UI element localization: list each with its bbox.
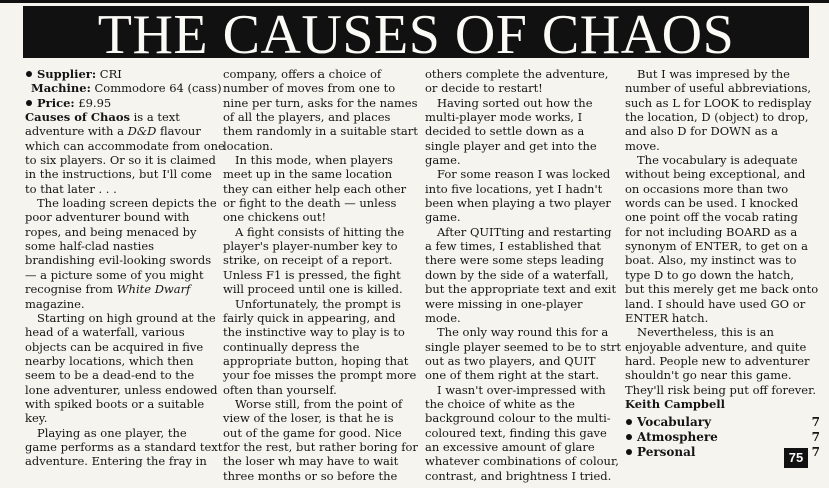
machine-value: Commodore 64 (cass): [94, 81, 222, 96]
text-line: one chickens out!: [223, 210, 327, 225]
rating-value: 7: [811, 429, 820, 444]
bullet-icon: [626, 419, 632, 425]
text-line: three months or so before the: [223, 468, 398, 483]
text-line: them randomly in a suitable start: [223, 124, 418, 139]
text-line: into five locations, yet I hadn't: [425, 181, 603, 196]
text-line: multi-player mode works, I: [425, 110, 583, 125]
text-line: will proceed until one is killed.: [223, 282, 403, 297]
text-line: boat. Also, my instinct was to: [625, 253, 797, 268]
text-line: For some reason I was locked: [437, 167, 611, 182]
text-line: or fight to the death — unless: [223, 196, 397, 211]
text-line: synonym of ENTER, to get on a: [625, 239, 809, 254]
text-line: shouldn't go near this game.: [625, 368, 792, 383]
rating-name: Vocabulary: [637, 414, 712, 429]
text-line: view of the loser, is that he is: [223, 411, 394, 426]
text-line: In this mode, when players: [235, 153, 393, 168]
text-line: They'll risk being put off forever.: [625, 382, 816, 397]
text-line: head of a waterfall, various: [25, 325, 185, 340]
text-line: After QUITting and restarting: [437, 224, 612, 239]
rating-value: 7: [811, 444, 820, 459]
text-line: decided to settle down as a: [425, 124, 585, 139]
text-line: which can accommodate from one: [25, 138, 225, 153]
text-line: nearby locations, which then: [25, 353, 194, 368]
text-line: recognise from White Dwarf: [25, 282, 191, 297]
machine-label: Machine:: [31, 81, 91, 96]
bullet-icon: [26, 100, 32, 106]
text-line: company, offers a choice of: [223, 67, 382, 81]
text-line: the loser wh may have to wait: [223, 454, 399, 469]
white-dwarf-italic: White Dwarf: [116, 282, 191, 297]
text-line: ropes, and being menaced by: [25, 224, 197, 239]
page-number: 75: [784, 448, 808, 468]
rating-row-vocabulary: [625, 414, 820, 429]
supplier-line: [25, 67, 215, 81]
rating-row-atmosphere: [625, 429, 820, 444]
text-line: number of moves from one to: [223, 81, 396, 96]
text-line: single player seemed to be to strt: [425, 339, 621, 354]
text-line: background colour to the multi-: [425, 411, 611, 426]
text-line: there were some steps leading: [425, 253, 604, 268]
text-line: The loading screen depicts the: [37, 196, 217, 211]
text-line: brandishing evil-looking swords: [25, 253, 212, 268]
text-line: seem to be a dead-end to the: [25, 368, 195, 383]
rating-name: Atmosphere: [637, 429, 718, 444]
text-line: Worse still, from the point of: [235, 396, 403, 411]
text-line: the instinctive way to play is to: [223, 325, 405, 340]
text-line: out of the game for good. Nice: [223, 425, 402, 440]
text-line: coloured text, finding this gave: [425, 425, 607, 440]
price-value: £9.95: [78, 95, 112, 110]
dd-italic: D&D: [127, 124, 157, 139]
text-line: I wasn't over-impressed with: [437, 382, 606, 397]
machine-line: [25, 81, 222, 96]
top-rule: [0, 0, 829, 3]
text-line: land. I should have used GO or: [625, 296, 806, 311]
price-label: Price:: [37, 95, 75, 110]
supplier-label: Supplier:: [37, 67, 97, 81]
text-line: Playing as one player, the: [37, 425, 187, 440]
text-line: of all the players, and places: [223, 110, 391, 125]
text-line: down by the side of a waterfall,: [425, 267, 609, 282]
text-line: without being exceptional, and: [625, 167, 806, 182]
text-line: with spiked boots or a suitable: [25, 396, 205, 411]
supplier-value: CRI: [99, 67, 122, 81]
text-line: your foe misses the prompt more: [223, 368, 417, 383]
text-line: but the appropriate text and exit: [425, 282, 617, 297]
text-line: on occasions more than two: [625, 181, 789, 196]
text-line: in the instructions, but I'll come: [25, 167, 212, 182]
text-line: magazine.: [25, 296, 85, 311]
text-line: adventure with a D&D flavour: [25, 124, 201, 139]
text-line: game.: [425, 210, 461, 225]
text-line: Having sorted out how the: [437, 95, 593, 110]
text-line: meet up in the same location: [223, 167, 393, 182]
text-line: others complete the adventure,: [425, 67, 609, 81]
text-line: to six players. Or so it is claimed: [25, 153, 216, 168]
text-line: fairly quick in appearing, and: [223, 310, 396, 325]
column-4: [625, 67, 820, 459]
page-title: THE CAUSES OF CHAOS: [23, 6, 809, 58]
column-2: [223, 67, 418, 483]
text-line: number of useful abbreviations,: [625, 81, 812, 96]
text-line: poor adventurer bound with: [25, 210, 190, 225]
text-line: the location, D (object) to drop,: [625, 110, 809, 125]
text-line: appropriate button, hoping that: [223, 353, 409, 368]
text-line: such as L for LOOK to redisplay: [625, 95, 812, 110]
bullet-icon: [26, 71, 32, 77]
author-name: Keith Campbell: [625, 396, 726, 411]
text-line: to that later . . .: [25, 181, 117, 196]
text-line: hard. People new to adventurer: [625, 353, 810, 368]
rating-value: 7: [811, 414, 820, 429]
text-line: or decide to restart!: [425, 81, 543, 96]
text-line: location.: [223, 138, 274, 153]
text-line: whatever combinations of colour,: [425, 454, 619, 469]
bullet-icon: [626, 449, 632, 455]
text-line: continually depress the: [223, 339, 360, 354]
text-line: strike, on receipt of a report.: [223, 253, 393, 268]
text-line: key.: [25, 411, 48, 426]
text-line: objects can be acquired in five: [25, 339, 204, 354]
text-line: words can be used. I knocked: [625, 196, 799, 211]
text-line: The vocabulary is adequate: [637, 153, 798, 168]
text-line: an excessive amount of glare: [425, 439, 595, 454]
text-line: game.: [425, 153, 461, 168]
text-line: one of them right at the start.: [425, 368, 600, 383]
column-3: [425, 67, 620, 483]
text-line: contrast, and brightness I tried.: [425, 468, 612, 483]
text-line: enjoyable adventure, and quite: [625, 339, 807, 354]
text-line: been when playing a two player: [425, 196, 611, 211]
text-line: move.: [625, 138, 660, 153]
text-line: Causes of Chaos is a text: [25, 110, 180, 125]
text-line: lone adventurer, unless endowed: [25, 382, 218, 397]
text-line: for not including BOARD as a: [625, 224, 798, 239]
text-line: A fight consists of hitting the: [235, 224, 405, 239]
text-line: type D to go down the hatch,: [625, 267, 795, 282]
text-line: — a picture some of you might: [25, 267, 204, 282]
text-line: nine per turn, asks for the names: [223, 95, 418, 110]
text-line: the choice of white as the: [425, 396, 575, 411]
text-line: Unfortunately, the prompt is: [235, 296, 401, 311]
text-line: Unless F1 is pressed, the fight: [223, 267, 401, 282]
text-line: they can either help each other: [223, 181, 407, 196]
rating-name: Personal: [637, 444, 696, 459]
text-line: Nevertheless, this is an: [637, 325, 774, 340]
text-line: some half-clad nasties: [25, 239, 155, 254]
text-line: But I was impresed by the: [637, 67, 790, 81]
text-line: a few times, I established that: [425, 239, 602, 254]
text-line: for the rest, but rather boring for: [223, 439, 418, 454]
text-line: but this merely get me back onto: [625, 282, 819, 297]
text-line: game performs as a standard text: [25, 439, 223, 454]
text-line: The only way round this for a: [437, 325, 609, 340]
game-title: Causes of Chaos: [25, 110, 130, 125]
text-line: adventure. Entering the fray in: [25, 454, 207, 469]
text-line: out as two players, and QUIT: [425, 353, 596, 368]
text-line: player's player-number key to: [223, 239, 398, 254]
text-line: and also D for DOWN as a: [625, 124, 778, 139]
bullet-icon: [626, 434, 632, 440]
price-line: [25, 96, 215, 110]
text-line: Starting on high ground at the: [37, 310, 216, 325]
text-line: often than yourself.: [223, 382, 337, 397]
text-line: ENTER hatch.: [625, 310, 709, 325]
text-line: were missing in one-player: [425, 296, 583, 311]
column-1: [25, 67, 225, 469]
text-line: one point off the vocab rating: [625, 210, 798, 225]
text-line: single player and get into the: [425, 138, 597, 153]
text-line: mode.: [425, 310, 461, 325]
